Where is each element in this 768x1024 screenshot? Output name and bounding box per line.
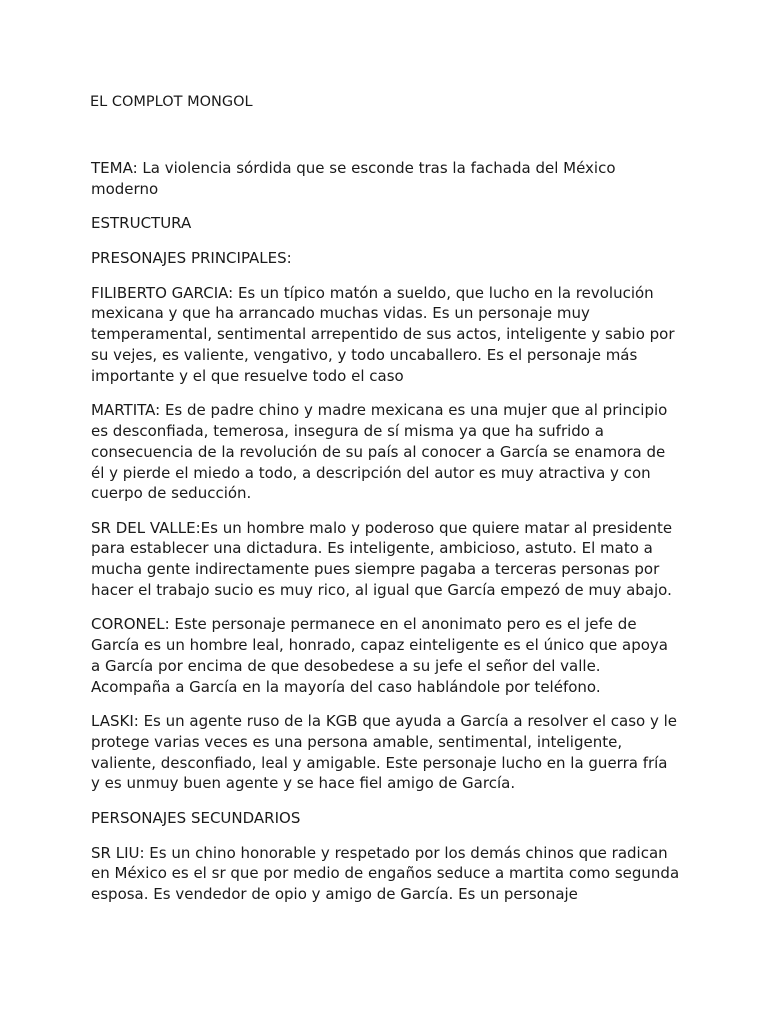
paragraph-sr-liu: SR LIU: Es un chino honorable y respetado por los demás chinos que radican en México es el sr que por medio de engaños seduce a martita como segunda esposa. Es vendedor de opio y amigo de García. Es un personaje <box>91 843 680 904</box>
heading-personajes-principales: PRESONAJES PRINCIPALES: <box>91 248 292 267</box>
paragraph-coronel: CORONEL: Este personaje permanece en el anonimato pero es el jefe de García es un hombre leal, honrado, capaz einteligente es el único que apoya a García por encima de que desobedese a su jefe el señor del valle. Acompaña a García en la mayoría del caso hablándole por teléfono. <box>91 615 668 696</box>
paragraph-laski: LASKI: Es un agente ruso de la KGB que ayuda a García a resolver el caso y le protege varias veces es una persona amable, sentimental, inteligente, valiente, desconfiado, leal y amigable. Este personaje lucho en la guerra fría y es unmuy buen agente y se hace fiel amigo de García. <box>91 712 678 793</box>
document-page <box>90 92 680 918</box>
paragraph-sr-del-valle: SR DEL VALLE:Es un hombre malo y poderoso que quiere matar al presidente para establecer una dictadura. Es inteligente, ambicioso, astuto. El mato a mucha gente indirectamente pues siempre pagaba a terceras personas por hacer el trabajo sucio es muy rico, al igual que García empezó de muy abajo. <box>91 518 673 600</box>
heading-estructura: ESTRUCTURA <box>91 214 192 233</box>
document-title: EL COMPLOT MONGOL <box>90 94 253 110</box>
heading-personajes-secundarios: PERSONAJES SECUNDARIOS <box>91 808 301 827</box>
paragraph-filiberto-garcia: FILIBERTO GARCIA: Es un típico matón a sueldo, que lucho en la revolución mexicana y que ha arrancado muchas vidas. Es un personaje muy temperamental, sentimental arrepentido de sus actos, inteligente y sabio por su vejes, es valiente, vengativo, y todo uncaballero. Es el personaje más importante y el que resuelve todo el caso <box>91 283 675 385</box>
paragraph-martita: MARTITA: Es de padre chino y madre mexicana es una mujer que al principio es desconfiada, temerosa, insegura de sí misma ya que ha sufrido a consecuencia de la revolución de su país al conocer a García se enamora de él y pierde el miedo a todo, a descripción del autor es muy atractiva y con cuerpo de seducción. <box>91 401 668 503</box>
paragraph-tema: TEMA: La violencia sórdida que se esconde tras la fachada del México moderno <box>91 159 616 198</box>
